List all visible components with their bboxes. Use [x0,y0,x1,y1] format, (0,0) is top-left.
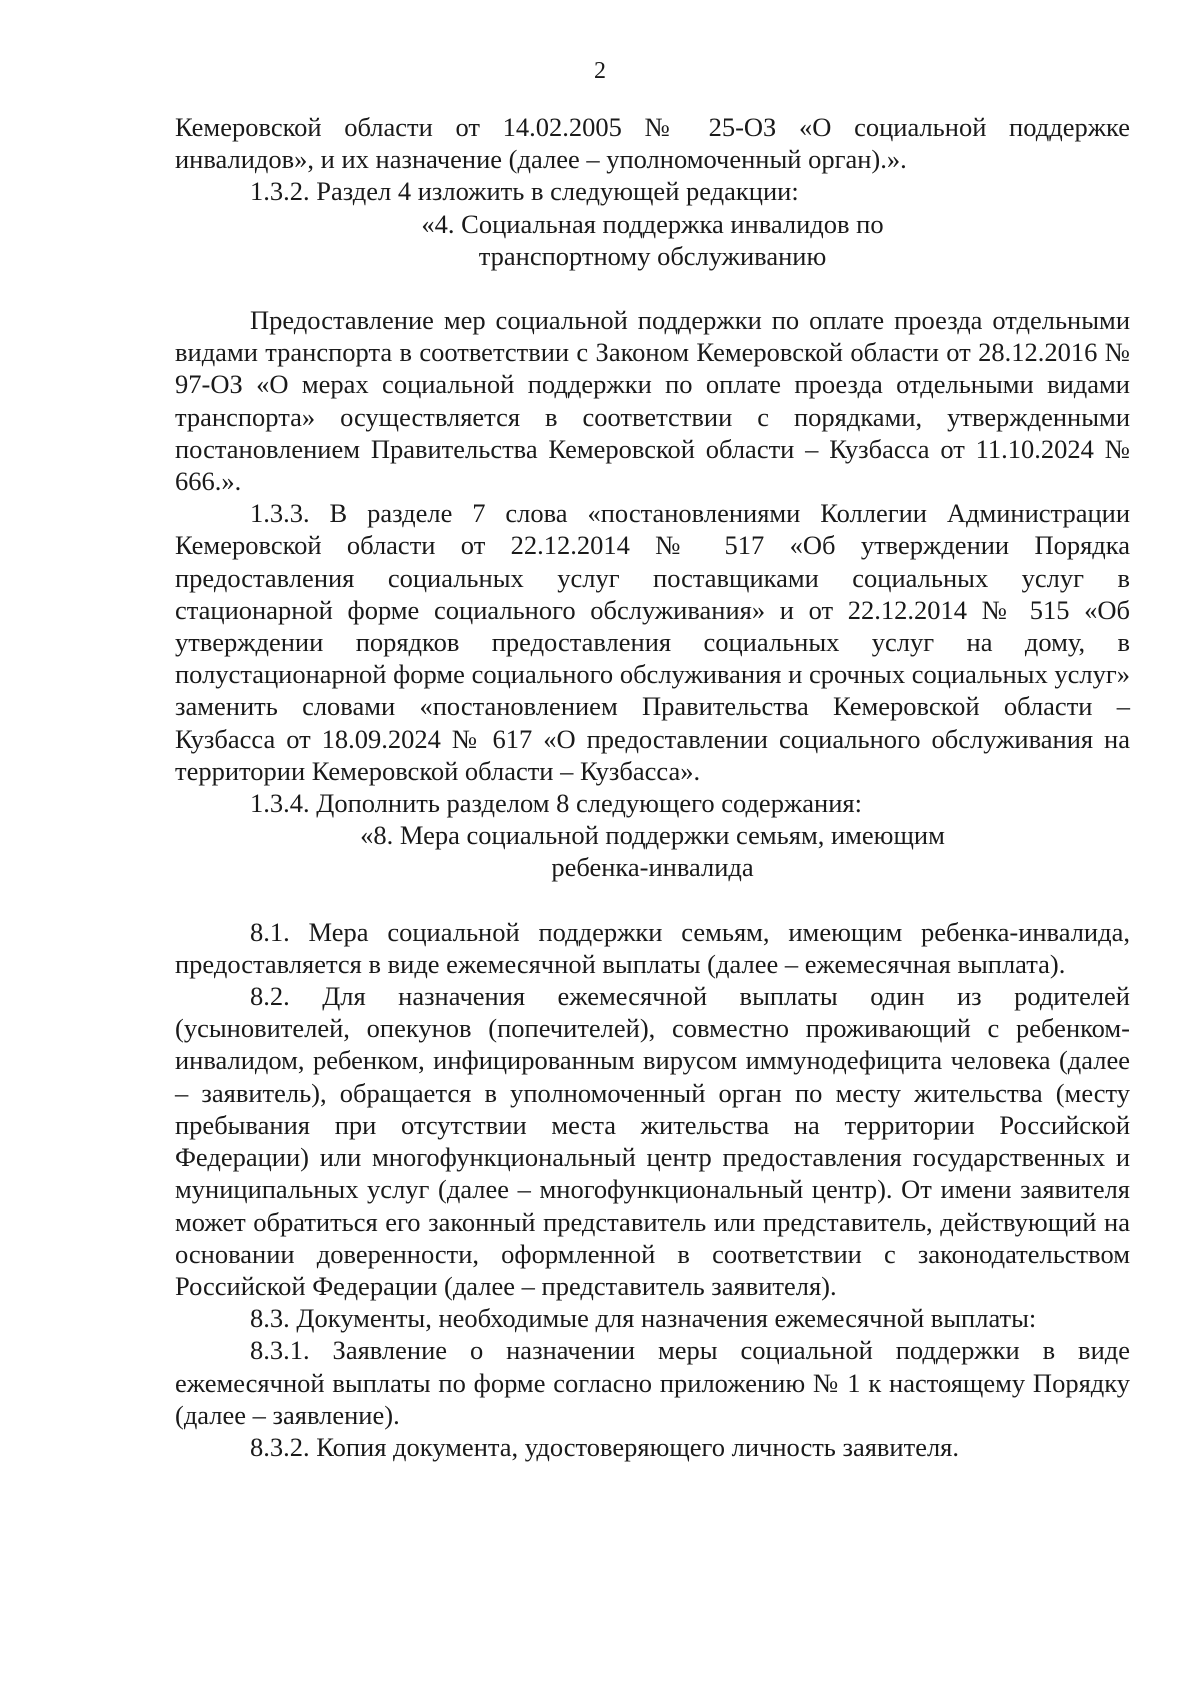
paragraph-8-3-2: 8.3.2. Копия документа, удостоверяющего личность заявителя. [250,1431,959,1462]
paragraph-8-2: 8.2. Для назначения ежемесячной выплаты один из родителей (усыновителей, опекунов (попечителей), совместно проживающий с ребенком-инвалидом, ребенком, инфицированным вирусом иммунодефицита человека (далее – заявитель), обращается в уполномоченный орган по месту жительства (месту пребывания при отсутствии места жительства на территории Российской Федерации) или многофункциональный центр предоставления государственных и муниципальных услуг (далее – многофункциональный центр). От имени заявителя может обратиться его законный представитель или представитель, действующий на основании доверенности, оформленной в соответствии с законодательством Российской Федерации (далее – представитель заявителя). [175,981,1130,1301]
section-8-heading-line-1: «8. Мера социальной поддержки семьям, имеющим [360,820,945,851]
paragraph-8-3: 8.3. Документы, необходимые для назначения ежемесячной выплаты: [250,1303,1037,1334]
page-number: 2 [594,58,606,84]
document-body [175,111,1130,1463]
paragraph-8-3-1: 8.3.1. Заявление о назначении меры социальной поддержки в виде ежемесячной выплаты по форме согласно приложению № 1 к настоящему Порядку (далее – заявление). [175,1335,1130,1430]
paragraph-section-4-text: Предоставление мер социальной поддержки по оплате проезда отдельными видами транспорта в соответствии с Законом Кемеровской области от 28.12.2016 № 97-ОЗ «О мерах социальной поддержки по оплате проезда отдельными видами транспорта» осуществляется в соответствии с порядками, утвержденными постановлением Правительства Кемеровской области – Кузбасса от 11.10.2024 № 666.». [175,305,1130,497]
paragraph-1-3-4: 1.3.4. Дополнить разделом 8 следующего содержания: [250,788,862,819]
paragraph-1-3-2: 1.3.2. Раздел 4 изложить в следующей редакции: [250,176,799,207]
section-4-heading-line-1: «4. Социальная поддержка инвалидов по [421,208,884,239]
paragraph-8-1: 8.1. Мера социальной поддержки семьям, имеющим ребенка-инвалида, предоставляется в виде ежемесячной выплаты (далее – ежемесячная выплата). [175,916,1130,979]
paragraph-continuation: Кемеровской области от 14.02.2005 № 25-ОЗ «О социальной поддержке инвалидов», и их назначение (далее – уполномоченный орган).». [175,112,1130,175]
paragraph-1-3-3: 1.3.3. В разделе 7 слова «постановлениями Коллегии Администрации Кемеровской области от 22.12.2014 № 517 «Об утверждении Порядка предоставления социальных услуг поставщиками социальных услуг в стационарной форме социального обслуживания» и от 22.12.2014 № 515 «Об утверждении порядков предоставления социальных услуг на дому, в полустационарной форме социального обслуживания и срочных социальных услуг» заменить словами «постановлением Правительства Кемеровской области – Кузбасса от 18.09.2024 № 617 «О предоставлении социального обслуживания на территории Кемеровской области – Кузбасса». [175,498,1130,786]
blank-line [175,272,1130,304]
section-4-heading-line-2: транспортному обслуживанию [478,240,827,271]
section-8-heading-line-2: ребенка-инвалида [551,852,754,883]
blank-line [175,884,1130,916]
